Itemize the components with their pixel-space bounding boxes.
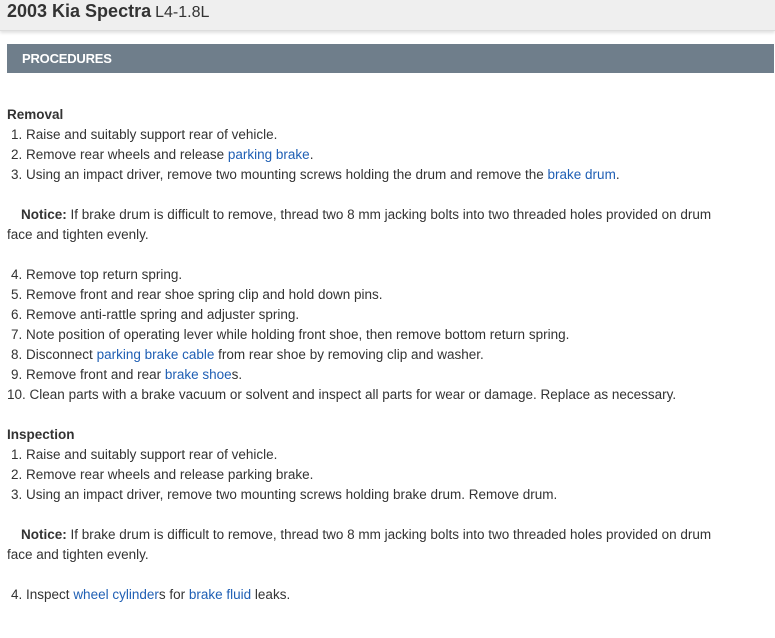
brake-shoe-link[interactable]: brake shoe (164, 367, 232, 382)
inspection-notice-line2: face and tighten evenly. (7, 547, 149, 562)
brake-fluid-link[interactable]: brake fluid (188, 587, 252, 602)
wheel-cylinder-link[interactable]: wheel cylinder (73, 587, 159, 602)
notice-label: Notice: (21, 527, 67, 542)
inspection-step-4: 4. Inspect wheel cylinders for brake fluid leaks. (11, 587, 291, 602)
removal-step-6: 6. Remove anti-rattle spring and adjuster spring. (11, 307, 300, 322)
removal-heading: Removal (7, 107, 64, 122)
removal-step-8: 8. Disconnect parking brake cable from rear shoe by removing clip and washer. (11, 347, 484, 362)
brake-drum-link[interactable]: brake drum (547, 167, 616, 182)
removal-step-3: 3. Using an impact driver, remove two mounting screws holding the drum and remove the brake drum. (11, 167, 620, 182)
removal-step-2: 2. Remove rear wheels and release parking brake. (11, 147, 314, 162)
inspection-heading: Inspection (7, 427, 75, 442)
parking-brake-cable-link[interactable]: parking brake cable (96, 347, 215, 362)
vehicle-title: 2003 Kia Spectra (7, 1, 152, 21)
inspection-step-3: 3. Using an impact driver, remove two mounting screws holding brake drum. Remove drum. (11, 487, 558, 502)
page-title (7, 1, 209, 22)
parking-brake-link[interactable]: parking brake (227, 147, 310, 162)
removal-step-9: 9. Remove front and rear brake shoes. (11, 367, 243, 382)
removal-step-10: 10. Clean parts with a brake vacuum or solvent and inspect all parts for wear or damage. Replace as necessary. (7, 387, 677, 402)
removal-step-4: 4. Remove top return spring. (11, 267, 183, 282)
removal-notice-line2: face and tighten evenly. (7, 227, 149, 242)
removal-notice: Notice: If brake drum is difficult to remove, thread two 8 mm jacking bolts into two threaded holes provided on drum (21, 207, 712, 222)
inspection-step-2: 2. Remove rear wheels and release parking brake. (11, 467, 314, 482)
procedure-content (7, 105, 767, 605)
section-label: PROCEDURES (22, 51, 112, 66)
removal-step-7: 7. Note position of operating lever while holding front shoe, then remove bottom return spring. (11, 327, 570, 342)
notice-label: Notice: (21, 207, 67, 222)
removal-step-5: 5. Remove front and rear shoe spring clip and hold down pins. (11, 287, 383, 302)
inspection-notice: Notice: If brake drum is difficult to remove, thread two 8 mm jacking bolts into two threaded holes provided on drum (21, 527, 712, 542)
title-bar (0, 0, 775, 31)
section-header (7, 44, 774, 73)
engine-label: L4-1.8L (155, 4, 210, 21)
removal-step-1: 1. Raise and suitably support rear of vehicle. (11, 127, 278, 142)
inspection-step-1: 1. Raise and suitably support rear of vehicle. (11, 447, 278, 462)
